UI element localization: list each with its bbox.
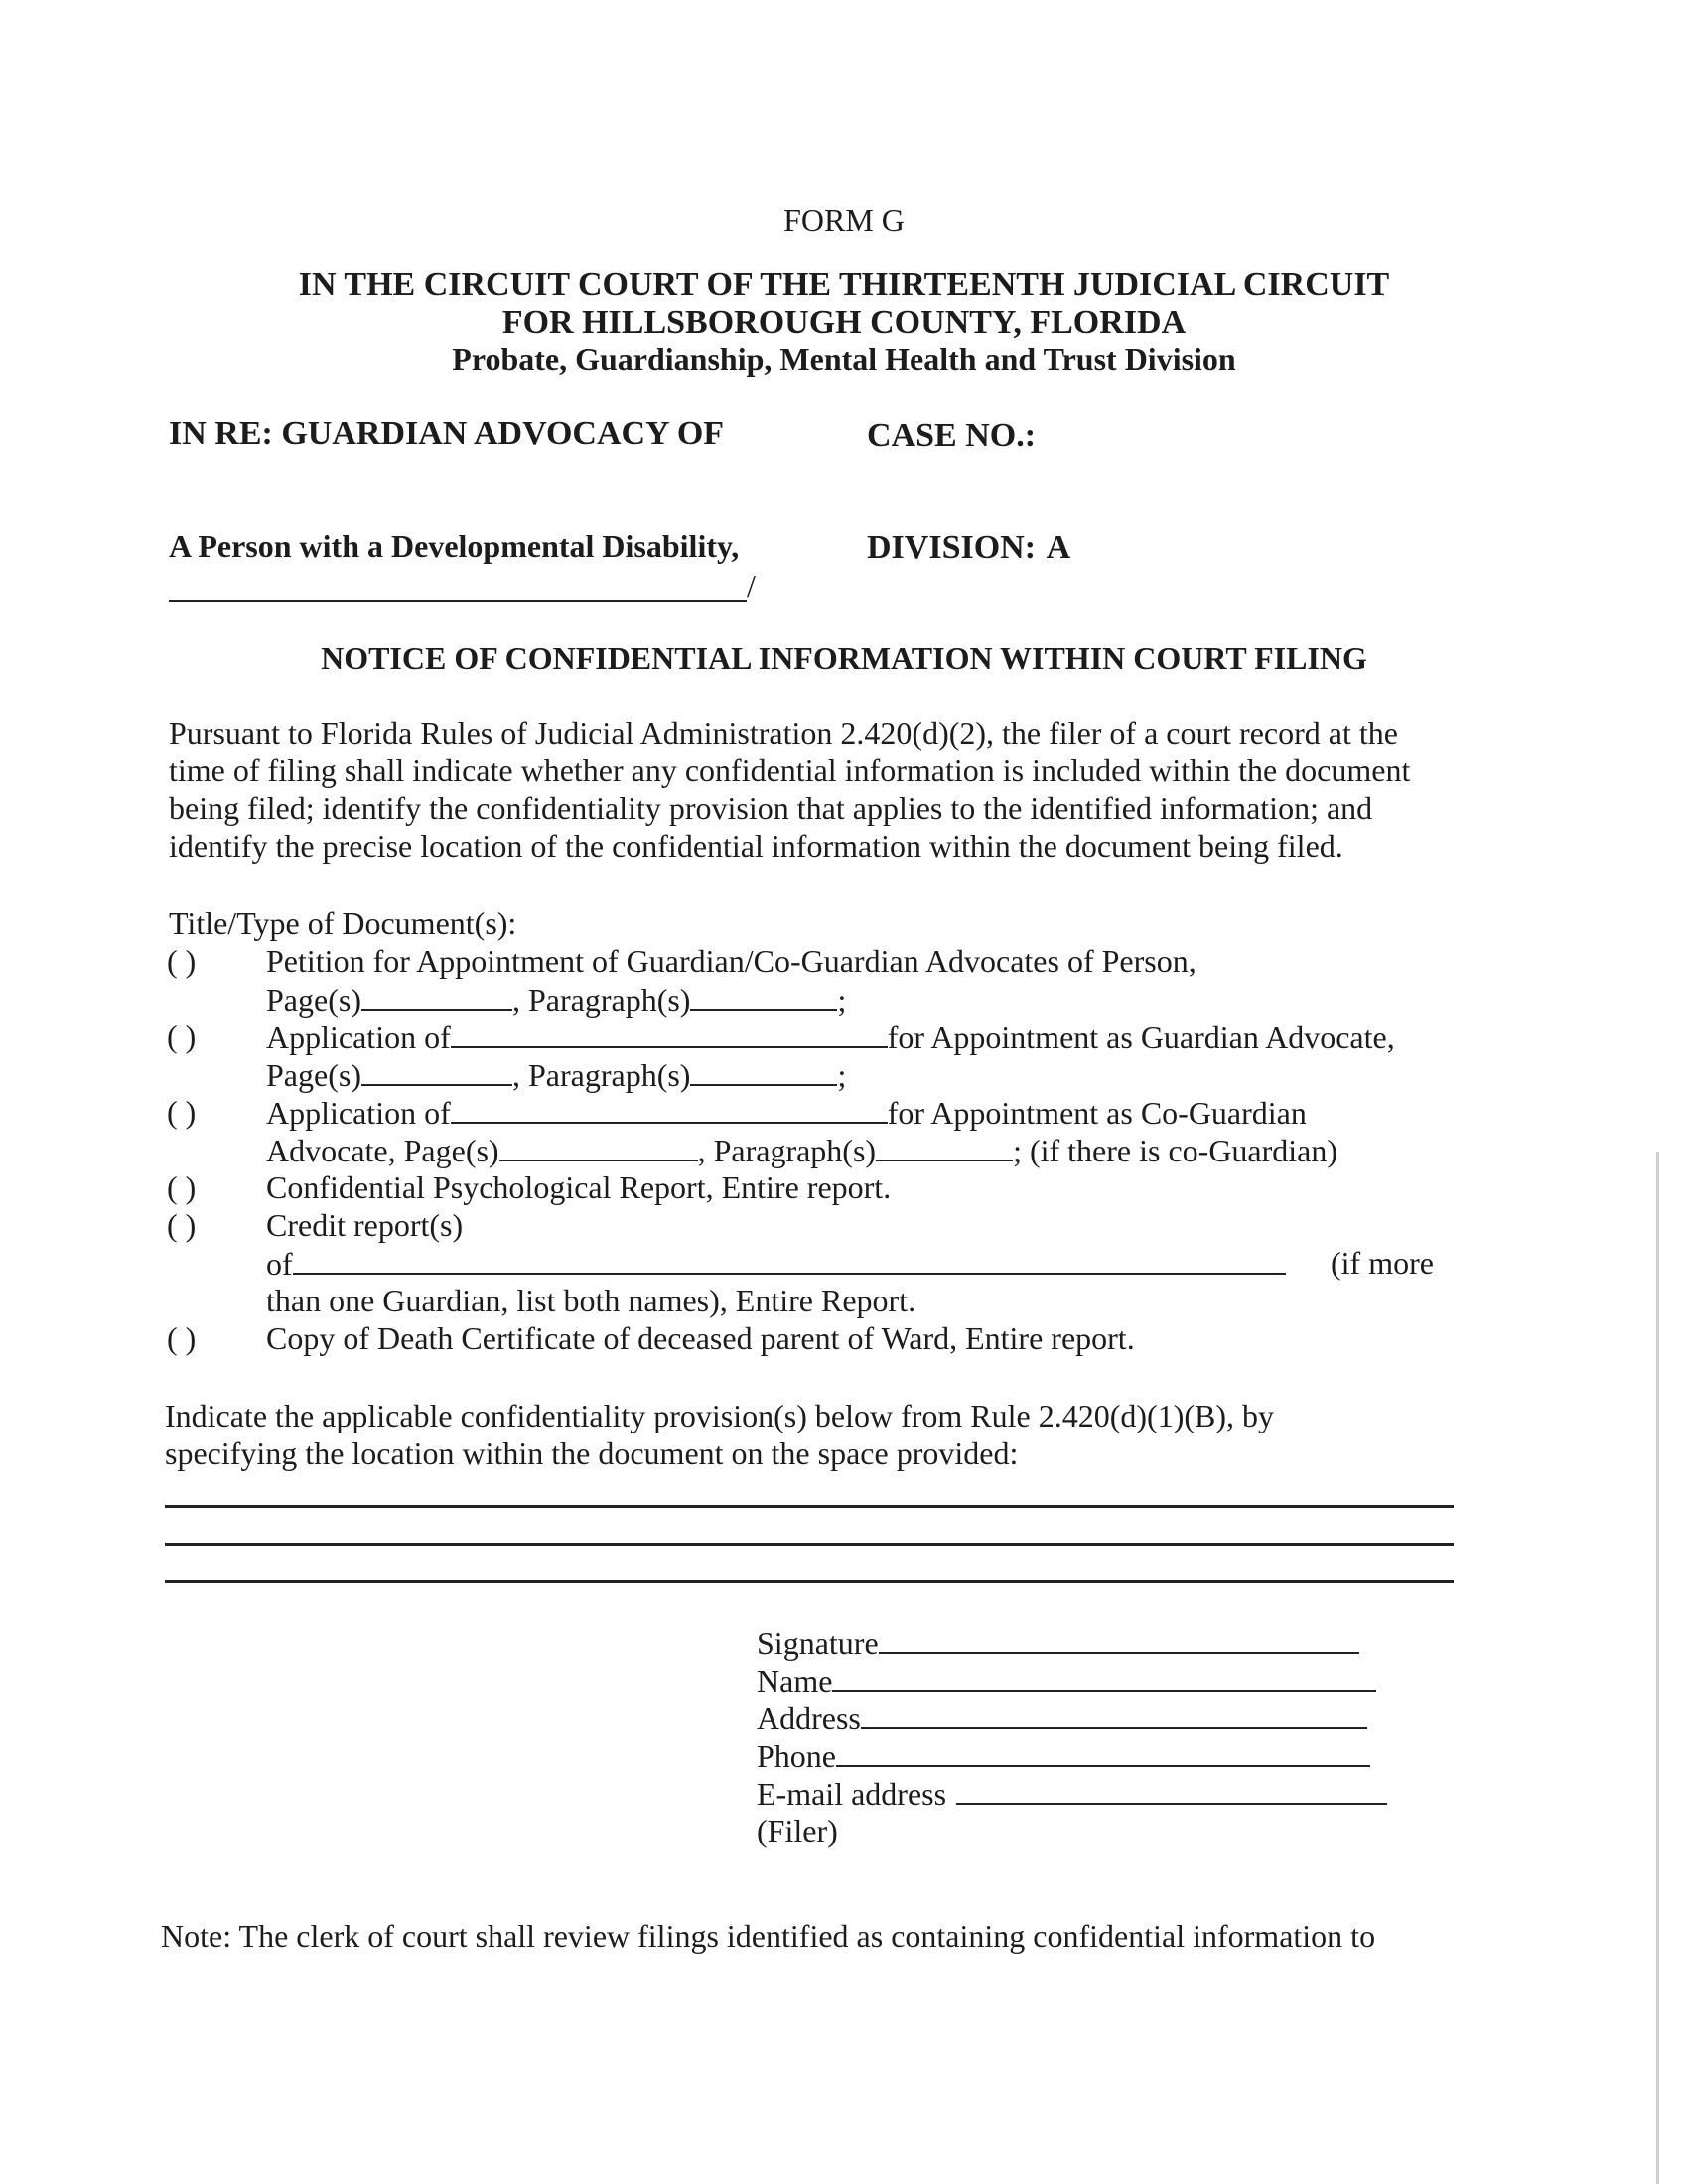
provision-line-1: Indicate the applicable confidentiality provision(s) below from Rule 2.420(d)(1)(B), by bbox=[165, 1398, 1275, 1433]
division-label: DIVISION: A bbox=[867, 529, 1071, 566]
in-re-caption: IN RE: GUARDIAN ADVOCACY OF bbox=[169, 415, 725, 452]
application-guardian-line bbox=[266, 1019, 1395, 1056]
credit-report-name-field[interactable] bbox=[293, 1245, 1286, 1275]
intro-line-3: being filed; identify the confidentiality provision that applies to the identified information; and bbox=[169, 790, 1373, 826]
coguardian-note: ; (if there is co-Guardian) bbox=[1013, 1133, 1338, 1168]
application-guardian-paragraph-field[interactable] bbox=[690, 1056, 837, 1086]
of-label: of bbox=[266, 1246, 293, 1282]
credit-report-label: Credit report(s) bbox=[266, 1207, 464, 1243]
application-coguardian-page-field[interactable] bbox=[499, 1132, 698, 1161]
credit-report-of-line bbox=[266, 1245, 1286, 1283]
application-of-label: Application of bbox=[266, 1020, 451, 1055]
address-label: Address bbox=[757, 1701, 861, 1736]
checkbox-application-guardian[interactable]: ( ) bbox=[167, 1019, 197, 1054]
application-coguardian-line bbox=[266, 1094, 1307, 1132]
caption-slash: / bbox=[747, 568, 756, 604]
credit-report-continuation: than one Guardian, list both names), Entire Report. bbox=[266, 1283, 916, 1318]
death-certificate-label: Copy of Death Certificate of deceased parent of Ward, Entire report. bbox=[266, 1320, 1135, 1356]
terminator: ; bbox=[837, 1057, 847, 1093]
name-field[interactable] bbox=[832, 1662, 1376, 1692]
page-label: Page(s) bbox=[266, 982, 361, 1018]
email-field[interactable] bbox=[956, 1775, 1387, 1805]
application-coguardian-location-line bbox=[266, 1132, 1337, 1169]
phone-line bbox=[757, 1737, 1370, 1775]
checkbox-psych-report[interactable]: ( ) bbox=[167, 1169, 197, 1205]
application-guardian-page-field[interactable] bbox=[361, 1056, 512, 1086]
application-coguardian-name-field[interactable] bbox=[451, 1094, 888, 1124]
appointment-guardian-label: for Appointment as Guardian Advocate, bbox=[887, 1020, 1395, 1055]
address-line bbox=[757, 1700, 1367, 1737]
page-label: Page(s) bbox=[266, 1057, 361, 1093]
paragraph-label: , Paragraph(s) bbox=[697, 1133, 877, 1168]
person-description: A Person with a Developmental Disability, bbox=[169, 528, 740, 564]
petition-page-field[interactable] bbox=[361, 981, 512, 1011]
intro-line-4: identify the precise location of the confidential information within the document being filed. bbox=[169, 828, 1343, 864]
application-guardian-location-line bbox=[266, 1056, 846, 1094]
intro-line-2: time of filing shall indicate whether any confidential information is included within the document bbox=[169, 752, 1411, 788]
name-label: Name bbox=[757, 1663, 833, 1699]
application-guardian-name-field[interactable] bbox=[451, 1019, 888, 1048]
signature-field[interactable] bbox=[879, 1624, 1359, 1654]
caption-underline bbox=[169, 600, 747, 602]
email-label: E-mail address bbox=[757, 1776, 947, 1812]
notice-title: NOTICE OF CONFIDENTIAL INFORMATION WITHIN COURT FILING bbox=[321, 640, 1367, 676]
name-line bbox=[757, 1662, 1376, 1700]
checkbox-petition[interactable]: ( ) bbox=[167, 943, 197, 979]
checkbox-credit-report[interactable]: ( ) bbox=[167, 1207, 197, 1243]
form-label: FORM G bbox=[783, 203, 905, 238]
phone-field[interactable] bbox=[836, 1737, 1370, 1767]
paragraph-label: , Paragraph(s) bbox=[511, 1057, 691, 1093]
case-number-label: CASE NO.: bbox=[867, 417, 1037, 454]
intro-line-1: Pursuant to Florida Rules of Judicial Administration 2.420(d)(2), the filer of a court record at the bbox=[169, 715, 1398, 751]
appointment-coguardian-label: for Appointment as Co-Guardian bbox=[887, 1095, 1307, 1131]
if-more-label: (if more bbox=[1331, 1245, 1434, 1281]
provision-line-2: specifying the location within the document on the space provided: bbox=[165, 1435, 1019, 1471]
provision-blank-line-1[interactable] bbox=[165, 1505, 1454, 1508]
petition-label: Petition for Appointment of Guardian/Co-Guardian Advocates of Person, bbox=[266, 943, 1196, 979]
signature-line bbox=[757, 1624, 1359, 1662]
advocate-page-label: Advocate, Page(s) bbox=[266, 1133, 499, 1168]
petition-location-line bbox=[266, 981, 846, 1019]
petition-paragraph-field[interactable] bbox=[690, 981, 837, 1011]
application-coguardian-paragraph-field[interactable] bbox=[876, 1132, 1013, 1161]
filer-label: (Filer) bbox=[757, 1813, 838, 1848]
address-field[interactable] bbox=[861, 1700, 1367, 1729]
scan-edge bbox=[1656, 1152, 1659, 2184]
court-name-line1: IN THE CIRCUIT COURT OF THE THIRTEENTH JUDICIAL CIRCUIT bbox=[298, 266, 1390, 303]
signature-label: Signature bbox=[757, 1625, 879, 1661]
provision-blank-line-2[interactable] bbox=[165, 1543, 1454, 1546]
terminator: ; bbox=[837, 982, 847, 1018]
court-name-line2: FOR HILLSBOROUGH COUNTY, FLORIDA bbox=[501, 304, 1187, 341]
psych-report-label: Confidential Psychological Report, Entire report. bbox=[266, 1169, 892, 1205]
doc-types-heading: Title/Type of Document(s): bbox=[169, 905, 517, 941]
phone-label: Phone bbox=[757, 1738, 836, 1774]
paragraph-label: , Paragraph(s) bbox=[511, 982, 691, 1018]
court-division-line: Probate, Guardianship, Mental Health and Trust Division bbox=[452, 341, 1236, 377]
clerk-note: Note: The clerk of court shall review filings identified as containing confidential information to bbox=[161, 1918, 1376, 1954]
checkbox-application-coguardian[interactable]: ( ) bbox=[167, 1094, 197, 1130]
email-line bbox=[757, 1775, 1387, 1813]
application-of-label: Application of bbox=[266, 1095, 451, 1131]
provision-blank-line-3[interactable] bbox=[165, 1580, 1454, 1583]
checkbox-death-certificate[interactable]: ( ) bbox=[167, 1320, 197, 1356]
